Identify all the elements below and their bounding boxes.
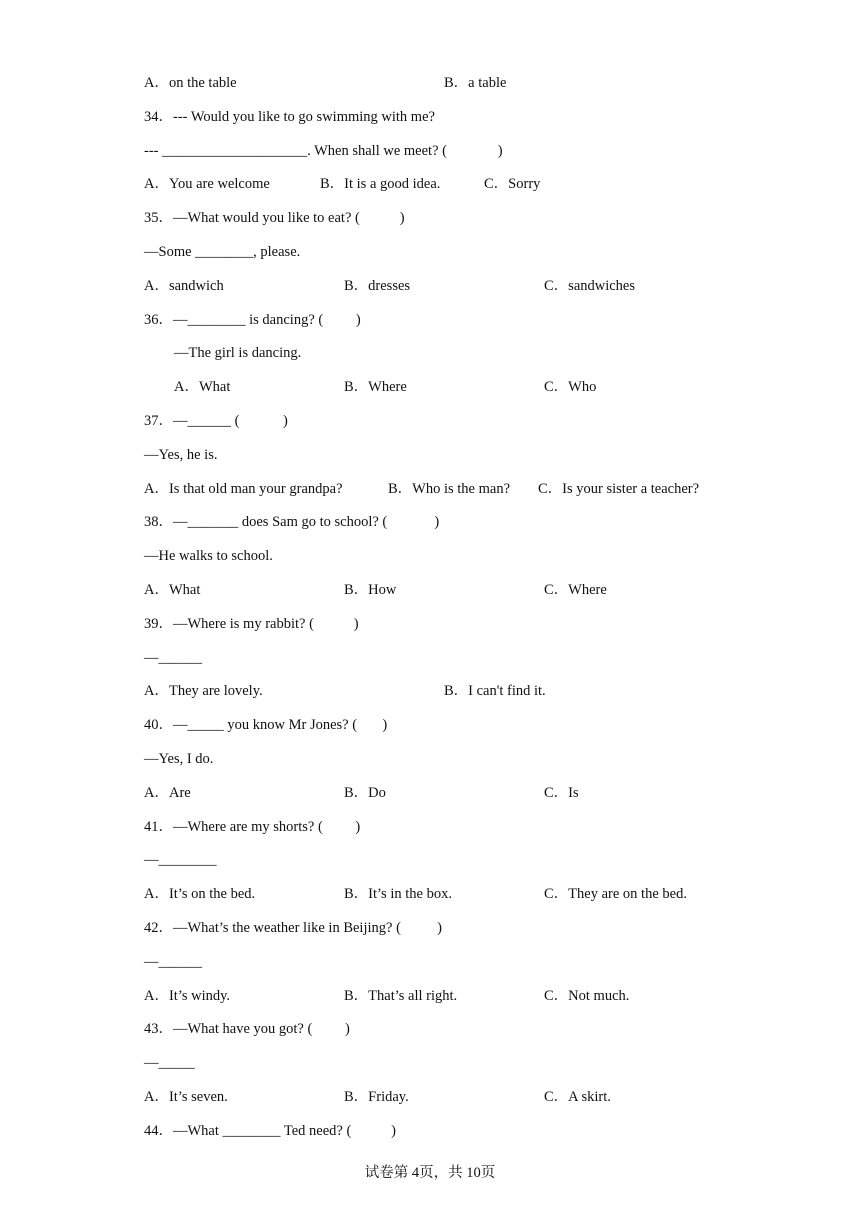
answer-option: A．They are lovely. [144,683,263,699]
answer-option: C．They are on the bed. [544,886,687,902]
page-footer: 试卷第 4页，共 10页 [364,1165,496,1181]
answer-option: B．It is a good idea. [320,176,441,192]
answer-option: B．Do [344,785,386,801]
question-line: 41．—Where are my shorts? ( ) [144,819,361,835]
answer-option: A．It’s windy. [144,988,231,1004]
question-line: 35．—What would you like to eat? ( ) [144,210,405,226]
answer-option: C．A skirt. [544,1089,611,1105]
question-line: 38．—_______ does Sam go to school? ( ) [144,514,440,530]
question-line: 39．—Where is my rabbit? ( ) [144,616,359,632]
question-line: 43．—What have you got? ( ) [144,1021,350,1037]
answer-option: B．How [344,582,397,598]
answer-option: A．Is that old man your grandpa? [144,481,343,497]
answer-option: B．I can't find it. [444,683,546,699]
answer-option: A．sandwich [144,278,224,294]
answer-option: C．Is your sister a teacher? [538,481,700,497]
answer-option: C．sandwiches [544,278,636,294]
question-line: —Yes, I do. [144,751,214,767]
question-line: 37．—______ ( ) [144,413,288,429]
answer-option: B．That’s all right. [344,988,458,1004]
question-line: —________ [144,852,217,868]
answer-option: A．What [144,582,201,598]
answer-option: A．What [174,379,231,395]
question-line: —______ [144,954,202,970]
answer-option: C．Sorry [484,176,541,192]
question-line: 44．—What ________ Ted need? ( ) [144,1123,397,1139]
question-line: 36．—________ is dancing? ( ) [144,312,361,328]
question-line: 34．--- Would you like to go swimming with me? [144,109,435,125]
question-line: 40．—_____ you know Mr Jones? ( ) [144,717,388,733]
answer-option: B．a table [444,75,507,91]
question-line: —Some ________, please. [144,244,301,260]
answer-option: A．Are [144,785,191,801]
answer-option: A．You are welcome [144,176,270,192]
answer-option: B．Who is the man? [388,481,511,497]
answer-option: A．It’s on the bed. [144,886,256,902]
question-line: —_____ [144,1055,195,1071]
answer-option: C．Where [544,582,607,598]
answer-option: B．Where [344,379,407,395]
answer-option: C．Not much. [544,988,630,1004]
question-line: --- ____________________. When shall we meet? ( ) [144,143,503,159]
answer-option: A．on the table [144,75,237,91]
question-line: 42．—What’s the weather like in Beijing? ( ) [144,920,442,936]
answer-option: B．It’s in the box. [344,886,452,902]
question-line: —______ [144,650,202,666]
answer-option: B．Friday. [344,1089,409,1105]
question-line: —He walks to school. [144,548,273,564]
answer-option: C．Is [544,785,579,801]
answer-option: B．dresses [344,278,411,294]
question-line: —Yes, he is. [144,447,218,463]
answer-option: A．It’s seven. [144,1089,228,1105]
question-line: —The girl is dancing. [174,345,302,361]
answer-option: C．Who [544,379,597,395]
